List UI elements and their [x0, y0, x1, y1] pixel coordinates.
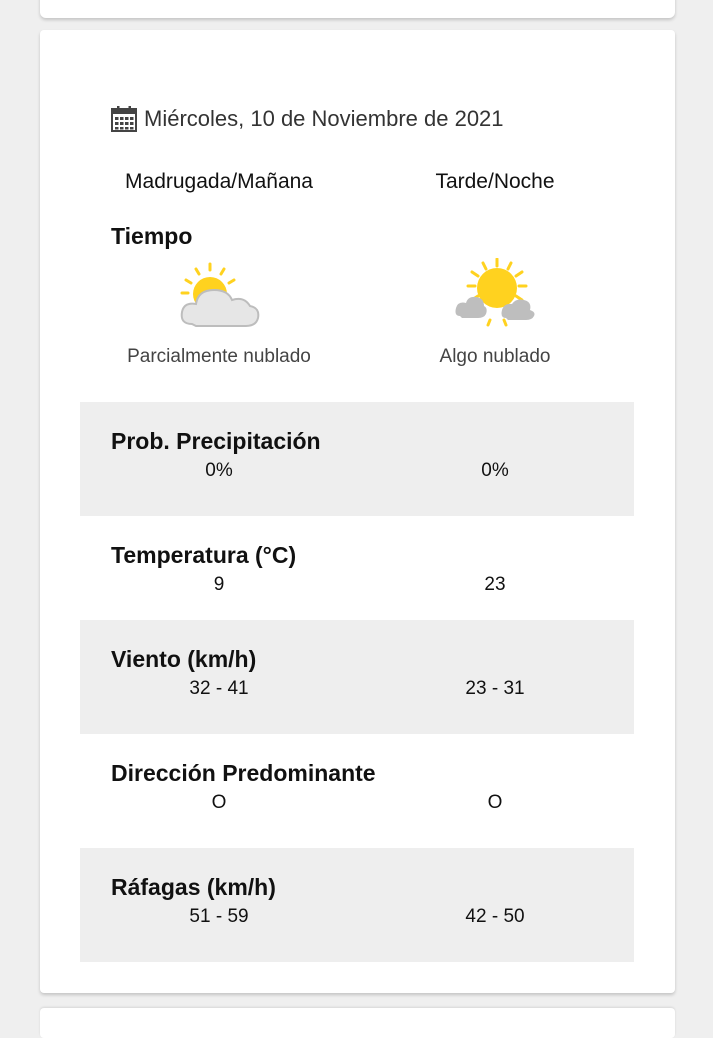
- value-evening: 23 - 31: [465, 678, 525, 699]
- mostly-sunny-cloud-icon: [450, 258, 540, 328]
- forecast-card: [40, 30, 675, 993]
- weather-description-morning: Parcialmente nublado: [127, 346, 311, 367]
- row-label: Viento (km/h): [111, 646, 257, 672]
- previous-card: [40, 0, 675, 18]
- next-card: [40, 1008, 675, 1038]
- row-label: Temperatura (°C): [111, 542, 297, 568]
- value-morning: 9: [213, 574, 225, 595]
- weather-section-label: Tiempo: [111, 223, 193, 249]
- column-header-morning: Madrugada/Mañana: [125, 170, 313, 193]
- wind-row: [80, 620, 634, 734]
- wind-direction-row: [80, 734, 634, 848]
- value-morning: O: [211, 792, 227, 813]
- calendar-icon: [110, 105, 138, 133]
- row-label: Dirección Predominante: [111, 760, 376, 786]
- temperature-row: [80, 516, 634, 630]
- value-evening: 42 - 50: [465, 906, 525, 927]
- value-evening: 0%: [481, 460, 509, 481]
- row-label: Prob. Precipitación: [111, 428, 321, 454]
- value-morning: 51 - 59: [189, 906, 249, 927]
- forecast-date: Miércoles, 10 de Noviembre de 2021: [144, 106, 504, 131]
- partly-cloudy-icon: [174, 262, 264, 332]
- gusts-row: [80, 848, 634, 962]
- weather-description-evening: Algo nublado: [439, 346, 551, 367]
- precipitation-row: [80, 402, 634, 516]
- value-morning: 0%: [205, 460, 233, 481]
- date-header: [110, 105, 504, 133]
- row-label: Ráfagas (km/h): [111, 874, 276, 900]
- value-morning: 32 - 41: [189, 678, 249, 699]
- column-header-evening: Tarde/Noche: [435, 170, 555, 193]
- value-evening: 23: [484, 574, 506, 595]
- value-evening: O: [487, 792, 503, 813]
